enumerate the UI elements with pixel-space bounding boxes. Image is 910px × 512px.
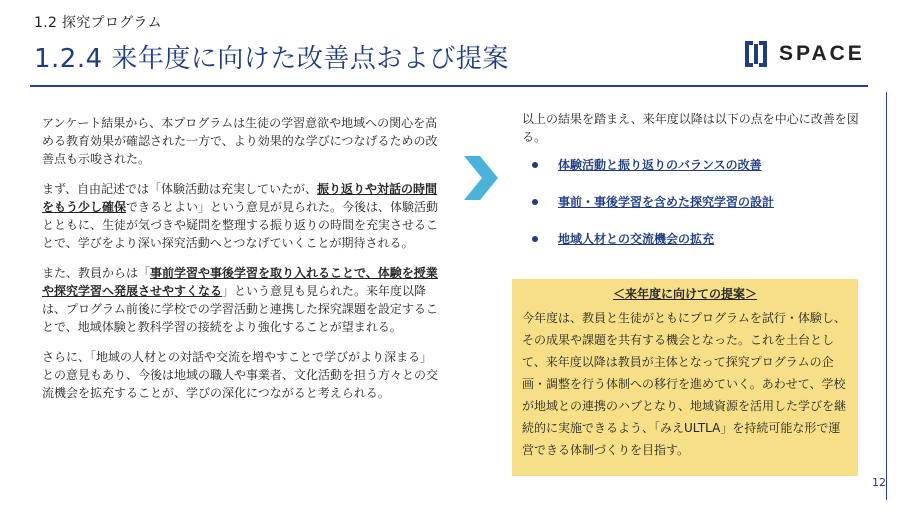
list-item [532, 193, 774, 230]
paragraph-3-highlight: 事前学習や事後学習を取り入れることで、体験を授業や探究学習へ発展させやすくなる [42, 266, 438, 298]
list-item-label: 体験活動と振り返りのバランスの改善 [558, 158, 762, 172]
list-item [532, 156, 774, 193]
bullet-dot-icon [532, 162, 538, 168]
paragraph-3-before: また、教員からは「 [42, 266, 151, 280]
bullet-dot-icon [532, 236, 538, 242]
right-border-rule [886, 92, 887, 500]
paragraph-3 [42, 264, 440, 336]
paragraph-2-highlight: 振り返りや対話の時間をもう少し確保 [42, 182, 438, 214]
left-column [42, 114, 440, 414]
page-title: 1.2.4 来年度に向けた改善点および提案 [34, 44, 509, 74]
title-divider [30, 85, 868, 87]
list-item [532, 230, 774, 267]
improvement-list [532, 156, 774, 267]
section-label: 1.2 探究プログラム [34, 15, 162, 31]
paragraph-2-before: まず、自由記述では「体験活動は充実していたが、 [42, 182, 318, 196]
paragraph-2 [42, 180, 440, 252]
logo-text: SPACE [779, 42, 865, 65]
list-item-label: 地域人材との交流機会の拡充 [558, 232, 715, 246]
right-arrow-icon [464, 156, 498, 200]
proposal-title: ＜来年度に向けての提案＞ [612, 287, 757, 301]
paragraph-2-after: できるとよい」という意見が見られた。今後は、体験活動とともに、生徒が気づきや疑問を整理する振り返りの時間を充実させることで、学びをより深い探究活動へとつなげていくことが期待される。 [42, 200, 439, 250]
summary-intro: 以上の結果を踏まえ、来年度以降は以下の点を中心に改善を図る。 [522, 112, 859, 144]
paragraph-3-after: 」という意見も見られた。来年度以降は、プログラム前後に学校での学習活動と連携した探究課題を設定することで、地域体験と教科学習の接続をより強化することが望まれる。 [42, 284, 438, 334]
bullet-dot-icon [532, 199, 538, 205]
paragraph-1: アンケート結果から、本プログラムは生徒の学習意欲や地域への関心を高める教育効果が確認された一方で、より効果的な学びにつなげるための改善点も示唆された。 [42, 116, 438, 166]
paragraph-4: さらに、「地域の人材との対話や交流を増やすことで学びがより深まる」との意見もあり、今後は地域の職人や事業者、文化活動を担う方々との交流機会を拡充することが、学びの深化につながると考えられる。 [42, 350, 439, 400]
page-number: 12 [872, 476, 886, 489]
logo [745, 40, 865, 68]
list-item-label: 事前・事後学習を含めた探究学習の設計 [558, 195, 775, 209]
proposal-body: 今年度は、教員と生徒がともにプログラムを試行・体験し、その成果や課題を共有する機会となった。これを土台として、来年度以降は教員が主体となって探究プログラムの企画・調整を行う体制への移行を進めていく。あわせて、学校が地域との連携のハブとなり、地域資源を活用した学びを継続的に実施できるよう、「みえULTLA」を持続可能な形で運営できる体制づくりを目指す。 [522, 311, 847, 457]
proposal-box [512, 279, 858, 476]
bracket-logo-icon [745, 41, 767, 67]
